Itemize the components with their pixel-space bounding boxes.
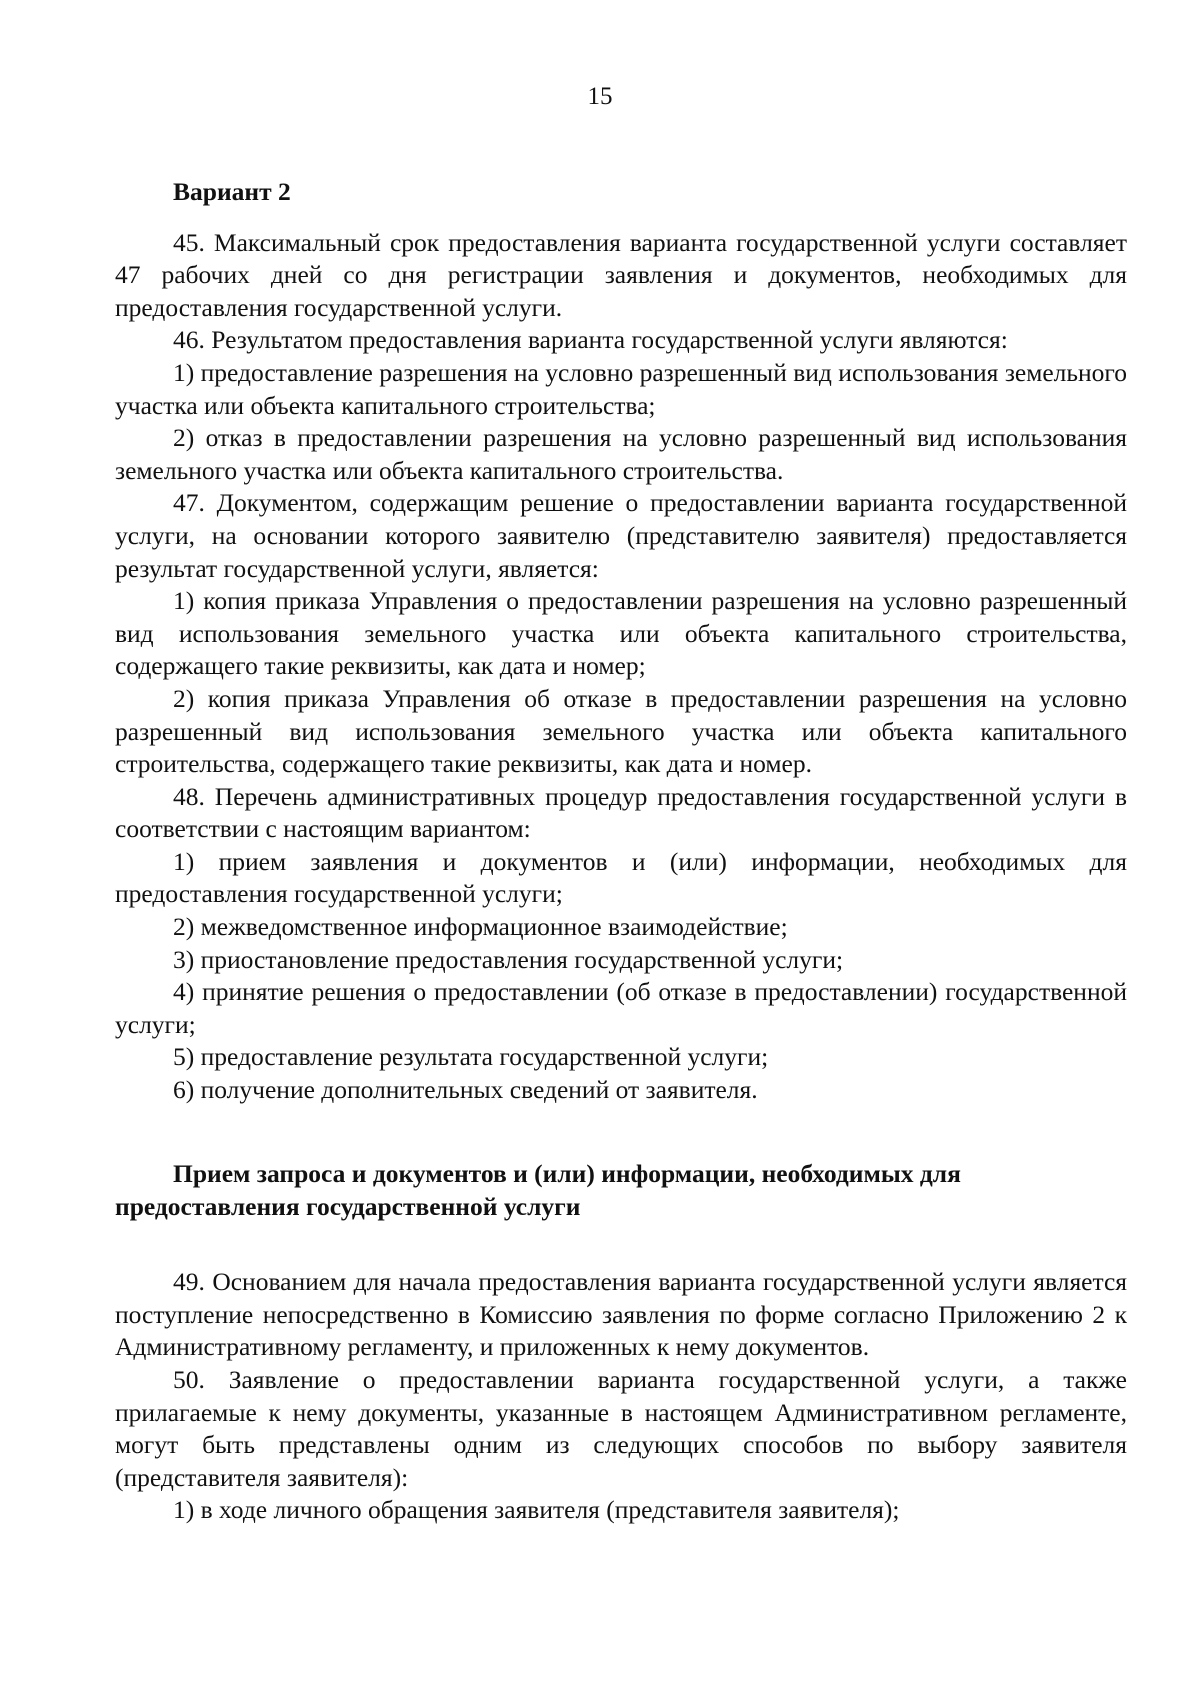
section-heading-variant: Вариант 2 — [173, 177, 291, 206]
paragraph-48-item-3: 3) приостановление предоставления государственной услуги; — [173, 944, 844, 974]
paragraph-50-item-1: 1) в ходе личного обращения заявителя (представителя заявителя); — [173, 1495, 900, 1525]
paragraph-48-item-2: 2) межведомственное информационное взаимодействие; — [173, 912, 788, 942]
section-heading-reception-line-2: предоставления государственной услуги — [115, 1191, 581, 1221]
paragraph-46-item-1: 1) предоставление разрешения на условно разрешенный вид использования земельного участка или объекта капитального строительства; — [115, 357, 1127, 420]
section-heading-reception-line-1: Прием запроса и документов и (или) информации, необходимых для — [173, 1159, 961, 1188]
paragraph-47-item-1: 1) копия приказа Управления о предоставлении разрешения на условно разрешенный вид использования земельного участка или объекта капитального строительства, содержащего такие реквизиты, как дата и номер; — [115, 586, 1127, 681]
paragraph-47-item-2: 2) копия приказа Управления об отказе в предоставлении разрешения на условно разрешенный вид использования земельного участка или объекта капитального строительства, содержащего такие реквизиты, как дата и номер. — [115, 683, 1127, 779]
paragraph-45: 45. Максимальный срок предоставления варианта государственной услуги составляет 47 рабочих дней со дня регистрации заявления и документов, необходимых для предоставления государственной услуги. — [115, 227, 1127, 322]
section-variant-2 — [115, 176, 1127, 1107]
section-heading-reception — [115, 1158, 1127, 1223]
paragraph-46: 46. Результатом предоставления варианта государственной услуги являются: — [173, 325, 1008, 355]
page-number: 15 — [587, 83, 613, 110]
paragraph-50: 50. Заявление о предоставлении варианта государственной услуги, а также прилагаемые к нему документы, указанные в настоящем Административном регламенте, могут быть представлены одним из следующих способов по выбору заявителя (представителя заявителя): — [115, 1364, 1127, 1492]
paragraph-47: 47. Документом, содержащим решение о предоставлении варианта государственной услуги, на основании которого заявителю (представителю заявителя) предоставляется результат государственной услуги, является: — [115, 488, 1127, 583]
paragraph-49: 49. Основанием для начала предоставления варианта государственной услуги является поступление непосредственно в Комиссию заявления по форме согласно Приложению 2 к Административному регламенту, и приложенных к нему документов. — [115, 1267, 1127, 1362]
paragraph-48-item-5: 5) предоставление результата государственной услуги; — [173, 1042, 769, 1072]
paragraph-48: 48. Перечень административных процедур предоставления государственной услуги в соответствии с настоящим вариантом: — [115, 781, 1127, 844]
section-reception — [115, 1158, 1127, 1527]
paragraph-46-item-2: 2) отказ в предоставлении разрешения на условно разрешенный вид использования земельного участка или объекта капитального строительства. — [115, 423, 1127, 485]
paragraph-48-item-4: 4) принятие решения о предоставлении (об отказе в предоставлении) государственной услуги; — [115, 977, 1127, 1039]
paragraph-48-item-6: 6) получение дополнительных сведений от заявителя. — [173, 1075, 758, 1105]
paragraph-48-item-1: 1) прием заявления и документов и (или) информации, необходимых для предоставления государственной услуги; — [115, 846, 1127, 909]
